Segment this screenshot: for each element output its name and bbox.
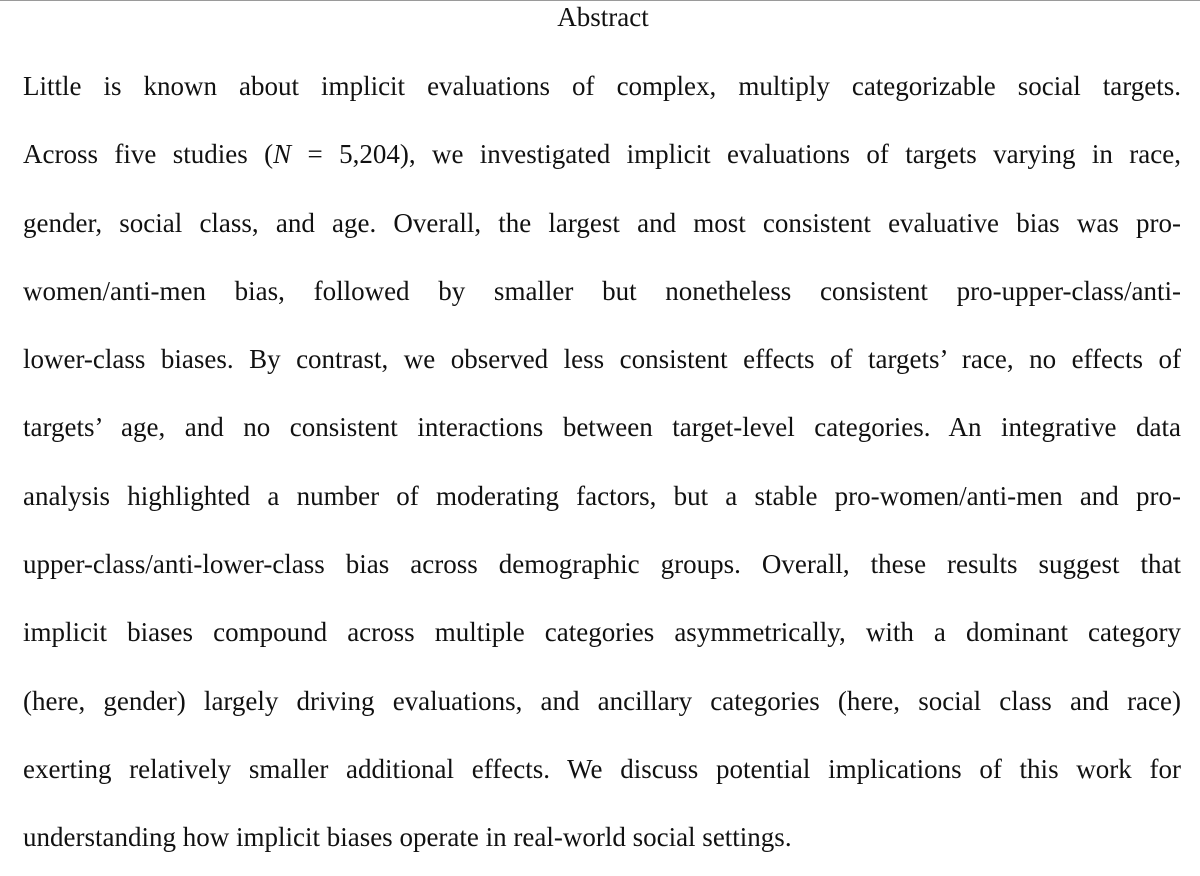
abstract-line: (here, gender) largely driving evaluations, and ancillary categories (here, social class and race) xyxy=(23,685,1181,716)
abstract-line: Little is known about implicit evaluations of complex, multiply categorizable social targets. xyxy=(23,71,1181,101)
abstract-body xyxy=(23,52,1183,872)
abstract-line: understanding how implicit biases operate in real-world social settings. xyxy=(23,822,792,853)
abstract-line-segment: Across five studies ( xyxy=(23,139,274,170)
sample-size-value: = 5,204), we investigated implicit evaluations of targets varying in race, xyxy=(291,139,1181,170)
abstract-page xyxy=(23,0,1183,872)
abstract-line: gender, social class, and age. Overall, the largest and most consistent evaluative bias was pro- xyxy=(23,207,1181,238)
abstract-line: analysis highlighted a number of moderating factors, but a stable pro-women/anti-men and pro- xyxy=(23,480,1181,511)
abstract-line: women/anti-men bias, followed by smaller but nonetheless consistent pro-upper-class/anti- xyxy=(23,275,1181,306)
abstract-heading: Abstract xyxy=(557,2,649,32)
abstract-line: upper-class/anti-lower-class bias across demographic groups. Overall, these results suggest that xyxy=(23,549,1181,580)
abstract-line: targets’ age, and no consistent interactions between target-level categories. An integrative data xyxy=(23,412,1181,443)
abstract-line: lower-class biases. By contrast, we observed less consistent effects of targets’ race, no effects of xyxy=(23,344,1181,375)
sample-size-symbol: N xyxy=(273,139,292,170)
abstract-line: exerting relatively smaller additional effects. We discuss potential implications of this work for xyxy=(23,753,1181,784)
abstract-line: implicit biases compound across multiple categories asymmetrically, with a dominant category xyxy=(23,617,1181,648)
abstract-line-sample-size xyxy=(23,120,1181,188)
